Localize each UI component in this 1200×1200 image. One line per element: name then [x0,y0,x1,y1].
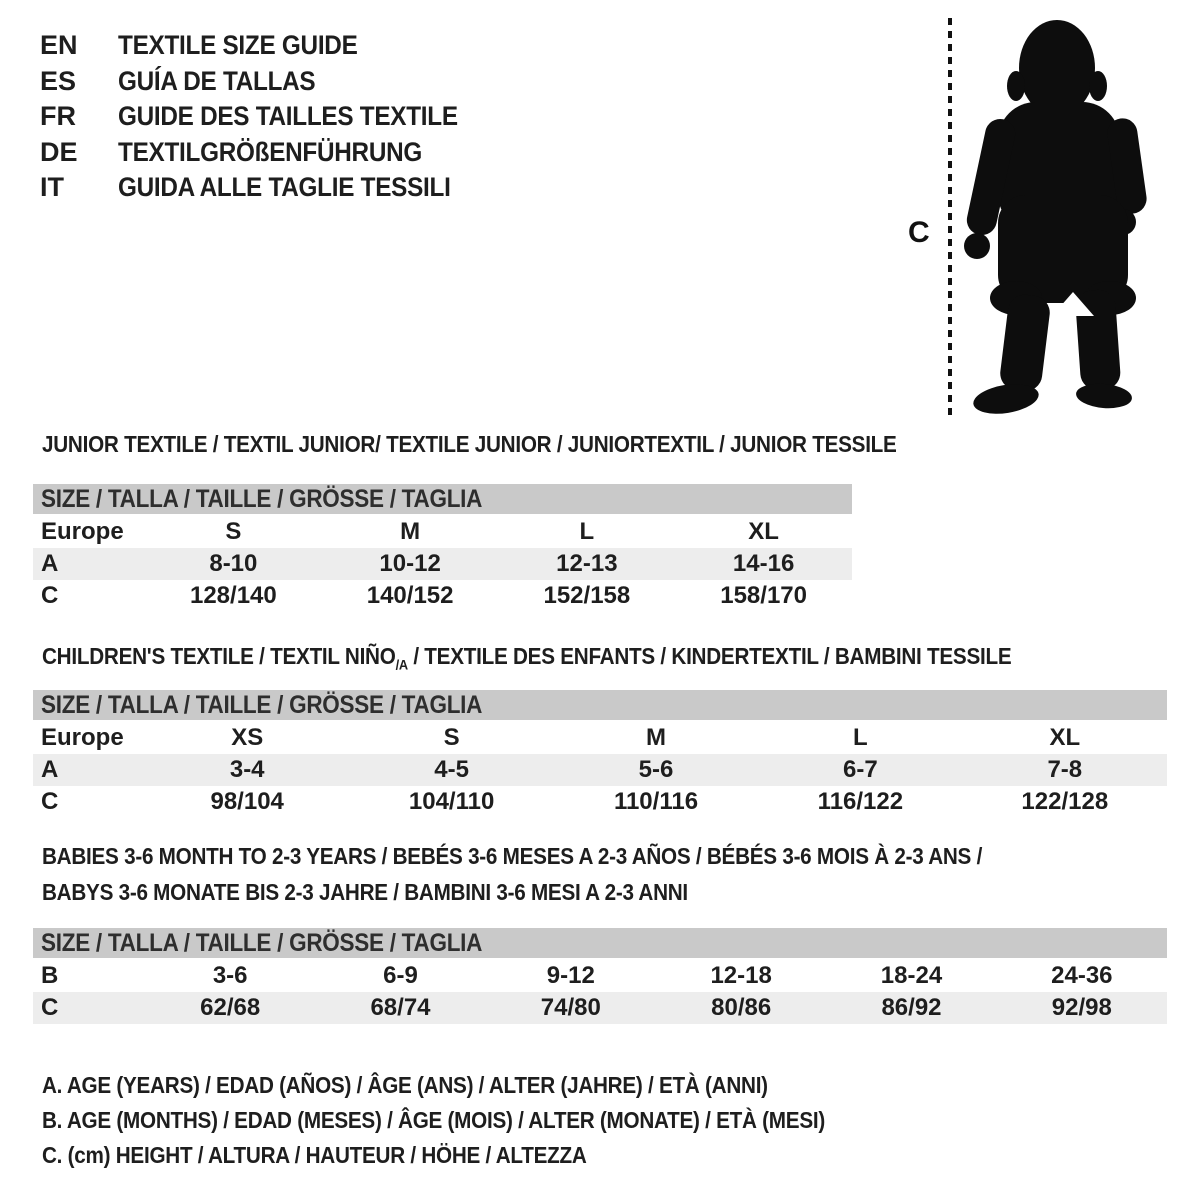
language-code: DE [40,136,78,167]
junior-size-table [33,484,852,612]
legend-age-years: A. AGE (YEARS) / EDAD (AÑOS) / ÂGE (ANS) / ALTER (JAHRE) / ETÀ (ANNI) [42,1072,768,1098]
nino-a-subscript: /A [395,657,408,674]
language-code: IT [40,172,64,203]
table-row-europe: Europe XS S M L XL [41,724,1081,751]
table-row-age: A 8-10 10-12 12-13 14-16 [33,548,852,580]
language-row-es [40,64,496,100]
height-marker-label: C [908,216,930,249]
size-header-bar: SIZE / TALLA / TAILLE / GRÖSSE / TAGLIA [33,690,1167,722]
table-row-months: B 3-6 6-9 9-12 12-18 18-24 24-36 [41,962,1113,989]
language-row-it [40,170,496,206]
language-code: ES [40,65,77,96]
table-row-height: C 128/140 140/152 152/158 158/170 [41,582,807,609]
babies-section-title-line1: BABIES 3-6 MONTH TO 2-3 YEARS / BEBÉS 3-6 MESES A 2-3 AÑOS / BÉBÉS 3-6 MOIS À 2-3 ANS / [42,843,983,869]
table-row-height: C 98/104 104/110 110/116 116/122 122/128 [41,788,1109,815]
junior-section-title: JUNIOR TEXTILE / TEXTIL JUNIOR/ TEXTILE JUNIOR / JUNIORTEXTIL / JUNIOR TESSILE [42,431,897,457]
childrens-section-title: CHILDREN'S TEXTILE / TEXTIL $NIÑO_{/A}$ / TEXTILE DES ENFANTS / KINDERTEXTIL / BAMBINI TESSILE [42,643,1012,674]
measurement-legend [42,1068,912,1173]
legend-age-months: B. AGE (MONTHS) / EDAD (MESES) / ÂGE (MOIS) / ALTER (MONATE) / ETÀ (MESI) [42,1107,825,1133]
guide-title-fr: GUIDE DES TAILLES TEXTILE [118,101,458,132]
table-row-height: C 62/68 68/74 74/80 80/86 86/92 92/98 [33,992,1167,1024]
guide-title-en: TEXTILE SIZE GUIDE [118,30,358,61]
table-row-age: A 3-4 4-5 5-6 6-7 7-8 [33,754,1167,786]
language-code: FR [40,101,76,132]
size-header-bar: SIZE / TALLA / TAILLE / GRÖSSE / TAGLIA [33,484,852,516]
guide-title-de: TEXTILGRÖßENFÜHRUNG [118,136,423,167]
language-code: EN [40,30,78,61]
babies-section-title-line2: BABYS 3-6 MONATE BIS 2-3 JAHRE / BAMBINI 3-6 MESI A 2-3 ANNI [42,879,688,905]
language-row-fr [40,99,496,135]
language-row-de [40,135,496,171]
toddler-silhouette-icon [964,20,1149,418]
size-header-bar: SIZE / TALLA / TAILLE / GRÖSSE / TAGLIA [33,928,1167,960]
language-title-list [40,28,496,206]
childrens-size-table [33,690,1167,818]
guide-title-es: GUÍA DE TALLAS [118,65,316,96]
language-row-en [40,28,496,64]
guide-title-it: GUIDA ALLE TAGLIE TESSILI [118,172,451,203]
babies-size-table [33,928,1167,1024]
table-row-europe: Europe S M L XL [41,518,779,545]
toddler-height-figure [880,0,1160,420]
legend-height-cm: C. (cm) HEIGHT / ALTURA / HAUTEUR / HÖHE / ALTEZZA [42,1142,587,1168]
